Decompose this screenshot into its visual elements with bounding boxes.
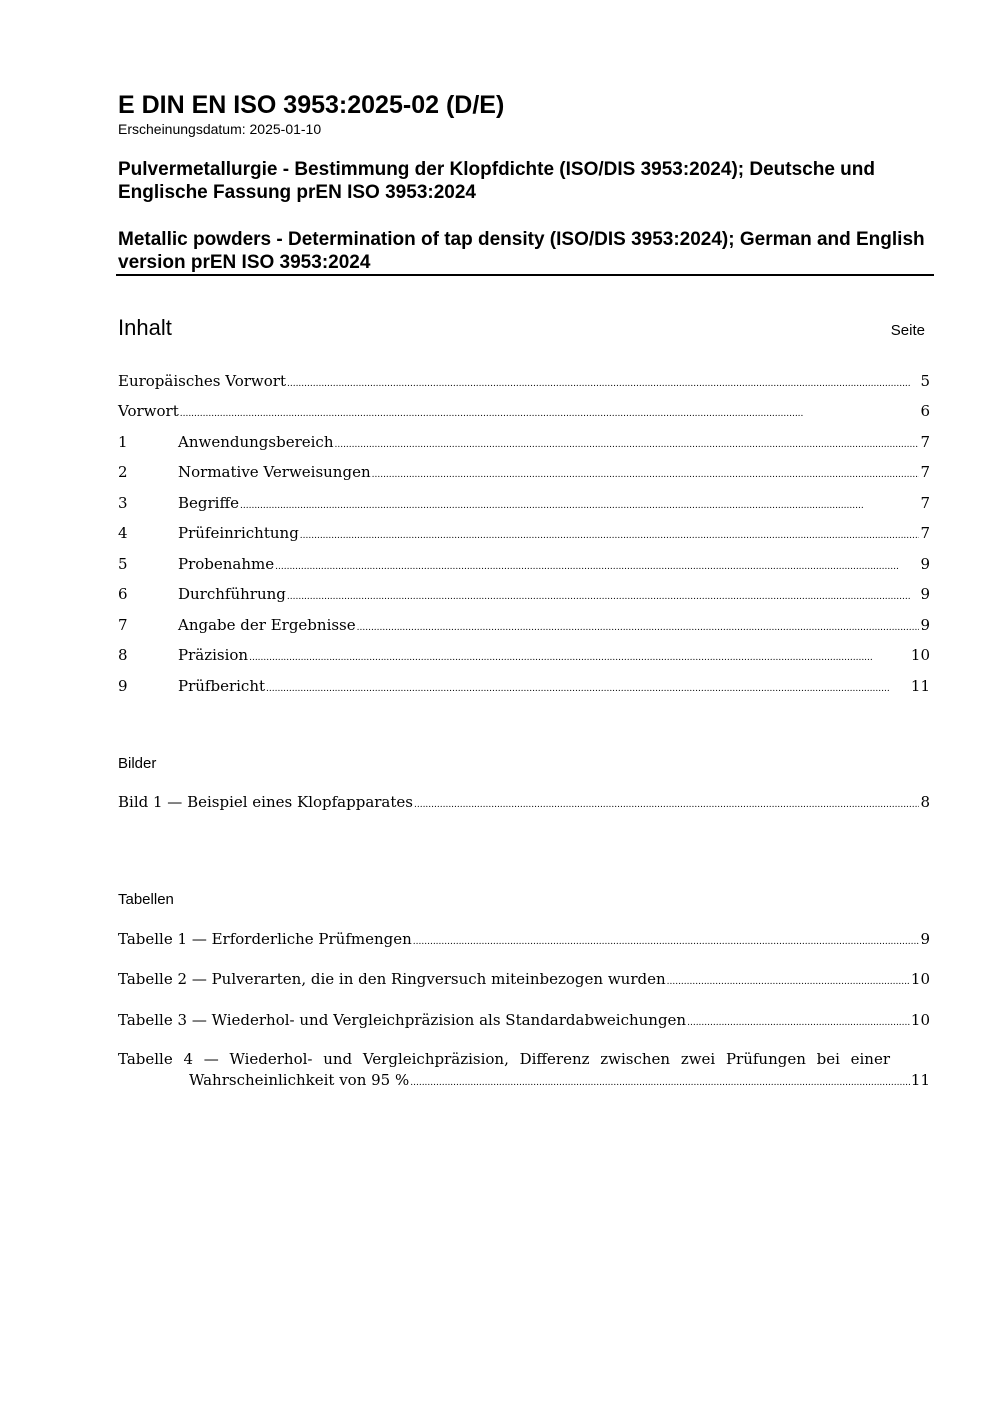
toc-entry-page: 6 [920, 402, 930, 420]
toc-leader [334, 432, 919, 455]
figure-entry-1[interactable] [118, 792, 930, 812]
toc-entry-text: Vorwort [118, 402, 179, 420]
toc-entry-number: 8 [118, 646, 128, 664]
toc-entry-page: 11 [910, 677, 930, 695]
toc-entry-results[interactable] [118, 615, 930, 635]
toc-entry-page: 7 [920, 494, 930, 512]
toc-entry-page: 10 [910, 646, 930, 664]
toc-leader [667, 969, 910, 992]
title-english: Metallic powders - Determination of tap density (ISO/DIS 3953:2024); German and English version prEN ISO 3953:2024 [118, 229, 925, 273]
table-entry-1[interactable] [118, 929, 930, 949]
table-entry-3[interactable] [118, 1010, 930, 1030]
toc-entry-text: Prüfeinrichtung [178, 524, 299, 542]
table-entry-text: Tabelle 1 — Erforderliche Prüfmengen [118, 930, 412, 948]
toc-leader [287, 584, 920, 607]
page-column-label: Seite [890, 322, 925, 339]
toc-leader [687, 1010, 910, 1033]
document-id: E DIN EN ISO 3953:2025-02 (D/E) [118, 91, 505, 119]
figures-label: Bilder [118, 755, 157, 772]
toc-entry-text: Angabe der Ergebnisse [178, 616, 356, 634]
toc-entry-number: 1 [118, 433, 128, 451]
toc-entry-text: Durchführung [178, 585, 286, 603]
toc-entry-apparatus[interactable] [118, 523, 930, 543]
toc-leader [357, 615, 920, 638]
table-entry-text-line1: Tabelle 4 — Wiederhol- und Vergleichpräzision, Differenz zwischen zwei Prüfungen bei einer [118, 1050, 890, 1068]
toc-leader [414, 792, 919, 815]
toc-entry-text: Prüfbericht [178, 677, 266, 695]
toc-entry-sampling[interactable] [118, 554, 930, 574]
table-entry-text: Tabelle 3 — Wiederhol- und Vergleichpräzision als Standardabweichungen [118, 1011, 687, 1029]
toc-leader [413, 929, 920, 952]
toc-leader [372, 462, 920, 485]
toc-entry-number: 5 [118, 555, 128, 573]
toc-leader [410, 1070, 910, 1093]
toc-leader [300, 523, 920, 546]
toc-entry-normative-references[interactable] [118, 462, 930, 482]
toc-entry-number: 7 [118, 616, 128, 634]
toc-entry-number: 2 [118, 463, 128, 481]
toc-entry-text: Probenahme [178, 555, 275, 573]
title-divider [116, 274, 934, 276]
toc-entry-number: 3 [118, 494, 128, 512]
title-german: Pulvermetallurgie - Bestimmung der Klopfdichte (ISO/DIS 3953:2024); Deutsche und Englische Fassung prEN ISO 3953:2024 [118, 159, 876, 203]
table-entry-line2 [189, 1070, 930, 1093]
toc-leader [249, 645, 910, 668]
toc-entry-text: Normative Verweisungen [178, 463, 371, 481]
toc-entry-number: 9 [118, 677, 128, 695]
table-entry-page: 10 [910, 970, 930, 988]
table-entry-text: Tabelle 2 — Pulverarten, die in den Ringversuch miteinbezogen wurden [118, 970, 666, 988]
toc-entry-scope[interactable] [118, 432, 930, 452]
toc-heading: Inhalt [118, 315, 172, 340]
toc-entry-terms[interactable] [118, 493, 930, 513]
toc-leader [266, 676, 910, 699]
table-entry-2[interactable] [118, 969, 930, 989]
toc-entry-text: Europäisches Vorwort [118, 372, 286, 390]
toc-entry-page: 7 [920, 524, 930, 542]
toc-entry-page: 5 [920, 372, 930, 390]
table-entry-page: 10 [910, 1011, 930, 1029]
toc-entry-european-foreword[interactable] [118, 371, 930, 391]
figure-entry-page: 8 [920, 793, 930, 811]
toc-entry-page: 9 [920, 555, 930, 573]
toc-entry-page: 7 [920, 433, 930, 451]
publication-date: Erscheinungsdatum: 2025-01-10 [118, 121, 322, 137]
toc-leader [180, 401, 920, 424]
toc-entry-test-report[interactable] [118, 676, 930, 696]
toc-leader [287, 371, 919, 394]
toc-entry-text: Begriffe [178, 494, 240, 512]
figure-entry-text: Bild 1 — Beispiel eines Klopfapparates [118, 793, 413, 811]
table-entry-text-line2: Wahrscheinlichkeit von 95 % [189, 1071, 410, 1089]
toc-entry-text: Präzision [178, 646, 249, 664]
table-entry-page: 11 [910, 1071, 930, 1089]
toc-leader [240, 493, 919, 516]
toc-entry-page: 9 [920, 616, 930, 634]
toc-entry-foreword[interactable] [118, 401, 930, 421]
toc-entry-number: 6 [118, 585, 128, 603]
table-entry-4[interactable] [118, 1049, 930, 1095]
tables-label: Tabellen [118, 891, 174, 908]
toc-entry-precision[interactable] [118, 645, 930, 665]
toc-leader [275, 554, 919, 577]
toc-entry-page: 9 [920, 585, 930, 603]
toc-entry-number: 4 [118, 524, 128, 542]
toc-entry-procedure[interactable] [118, 584, 930, 604]
toc-entry-text: Anwendungsbereich [178, 433, 334, 451]
table-entry-page: 9 [920, 930, 930, 948]
toc-entry-page: 7 [920, 463, 930, 481]
